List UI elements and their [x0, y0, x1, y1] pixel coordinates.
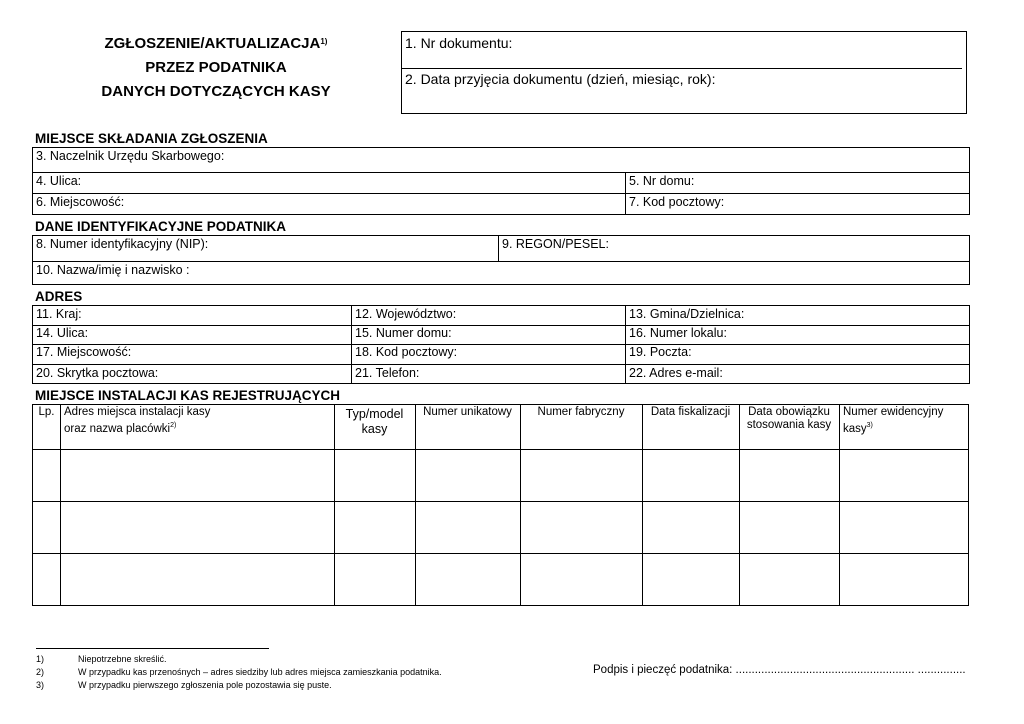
- footnote-3-text: W przypadku pierwszego zgłoszenia pole pozostawia się puste.: [78, 680, 332, 690]
- col-header-lp: Lp.: [38, 406, 55, 418]
- table-row-divider: [33, 501, 968, 502]
- field-9-regon-pesel[interactable]: 9. REGON/PESEL:: [502, 237, 609, 251]
- table-col-divider: [642, 405, 643, 606]
- col-header-obligation-line2: stosowania kasy: [746, 419, 832, 431]
- table-col-divider: [839, 405, 840, 606]
- field-17-city[interactable]: 17. Miejscowość:: [36, 345, 132, 359]
- col-header-type: [334, 407, 415, 437]
- footnote-2-text: W przypadku kas przenośnych – adres siedziby lub adres miejsca zamieszkania podatnika.: [78, 667, 442, 677]
- identity-grid: [32, 235, 970, 285]
- table-col-divider: [415, 405, 416, 606]
- field-16-apartment-number[interactable]: 16. Numer lokalu:: [629, 326, 727, 340]
- field-6-city[interactable]: 6. Miejscowość:: [36, 195, 125, 209]
- place-grid: [32, 147, 970, 215]
- field-13-commune[interactable]: 13. Gmina/Dzielnica:: [629, 307, 745, 321]
- table-col-divider: [739, 405, 740, 606]
- title-line-1: ZGŁOSZENIE/AKTUALIZACJA: [104, 35, 321, 52]
- field-4-street[interactable]: 4. Ulica:: [36, 174, 82, 188]
- footnote-3-mark: 3): [36, 680, 45, 690]
- installation-table: [32, 404, 969, 606]
- title-line-2: PRZEZ PODATNIKA: [145, 59, 287, 76]
- col-header-address-line1: Adres miejsca instalacji kasy: [64, 406, 211, 418]
- col-header-obligation-date: [739, 406, 839, 432]
- field-5-house-number[interactable]: 5. Nr domu:: [629, 174, 695, 188]
- field-21-phone[interactable]: 21. Telefon:: [355, 366, 420, 380]
- col-header-type-line1: Typ/model: [345, 407, 404, 421]
- field-10-name[interactable]: 10. Nazwa/imię i nazwisko :: [36, 263, 190, 277]
- signature-line[interactable]: Podpis i pieczęć podatnika: ........................................................ ...............: [593, 664, 966, 676]
- row-divider: [33, 344, 969, 345]
- footnote-separator: [36, 648, 269, 649]
- footnote-1-mark: 1): [36, 654, 45, 664]
- footnote-2-mark: 2): [36, 667, 45, 677]
- col-header-obligation-line1: Data obowiązku: [748, 406, 830, 418]
- title-line-3: DANYCH DOTYCZĄCYCH KASY: [101, 83, 331, 100]
- field-14-street[interactable]: 14. Ulica:: [36, 326, 89, 340]
- footnote-1-text: Niepotrzebne skreślić.: [78, 654, 167, 664]
- col-header-address: [64, 406, 210, 436]
- field-7-postal-code[interactable]: 7. Kod pocztowy:: [629, 195, 725, 209]
- document-info-box: [401, 31, 967, 114]
- table-col-divider: [520, 405, 521, 606]
- field-8-nip[interactable]: 8. Numer identyfikacyjny (NIP):: [36, 237, 209, 251]
- field-3-tax-office[interactable]: 3. Naczelnik Urzędu Skarbowego:: [36, 149, 225, 163]
- field-20-po-box[interactable]: 20. Skrytka pocztowa:: [36, 366, 159, 380]
- field-22-email[interactable]: 22. Adres e-mail:: [629, 366, 723, 380]
- doc-divider: [402, 68, 962, 69]
- section-place-heading: MIEJSCE SKŁADANIA ZGŁOSZENIA: [35, 131, 268, 146]
- doc-date-label: 2. Data przyjęcia dokumentu (dzień, miesiąc, rok):: [405, 71, 716, 87]
- col-header-evidence-line2: kasy: [843, 422, 867, 435]
- col-header-address-line2: oraz nazwa placówki: [64, 422, 171, 435]
- address-grid: [32, 305, 970, 384]
- table-row-divider: [33, 449, 968, 450]
- form-title: [60, 32, 372, 104]
- row-divider: [33, 325, 969, 326]
- col-header-factory-number: Numer fabryczny: [537, 406, 625, 418]
- col-header-evidence-mark: 3): [866, 422, 873, 429]
- row-divider: [33, 364, 969, 365]
- field-19-post-office[interactable]: 19. Poczta:: [629, 345, 692, 359]
- col-header-type-line2: kasy: [361, 422, 388, 436]
- doc-number-label: 1. Nr dokumentu:: [405, 35, 513, 51]
- col-header-evidence-line1: Numer ewidencyjny: [843, 406, 944, 418]
- row-divider: [33, 172, 969, 173]
- field-18-postal-code[interactable]: 18. Kod pocztowy:: [355, 345, 458, 359]
- section-identity-heading: DANE IDENTYFIKACYJNE PODATNIKA: [35, 219, 287, 234]
- section-address-heading: ADRES: [35, 289, 83, 304]
- table-col-divider: [60, 405, 61, 606]
- row-divider: [33, 193, 969, 194]
- field-15-house-number[interactable]: 15. Numer domu:: [355, 326, 452, 340]
- col-header-address-mark: 2): [170, 422, 177, 429]
- col-header-unique-number: Numer unikatowy: [423, 406, 512, 418]
- col-header-fiscal-date: Data fiskalizacji: [650, 406, 731, 418]
- field-12-voivodeship[interactable]: 12. Województwo:: [355, 307, 457, 321]
- field-11-country[interactable]: 11. Kraj:: [36, 307, 82, 321]
- col-header-evidence-number: [843, 406, 943, 436]
- table-row-divider: [33, 553, 968, 554]
- section-installation-heading: MIEJSCE INSTALACJI KAS REJESTRUJĄCYCH: [35, 388, 341, 403]
- title-footnote-mark: 1): [320, 37, 328, 46]
